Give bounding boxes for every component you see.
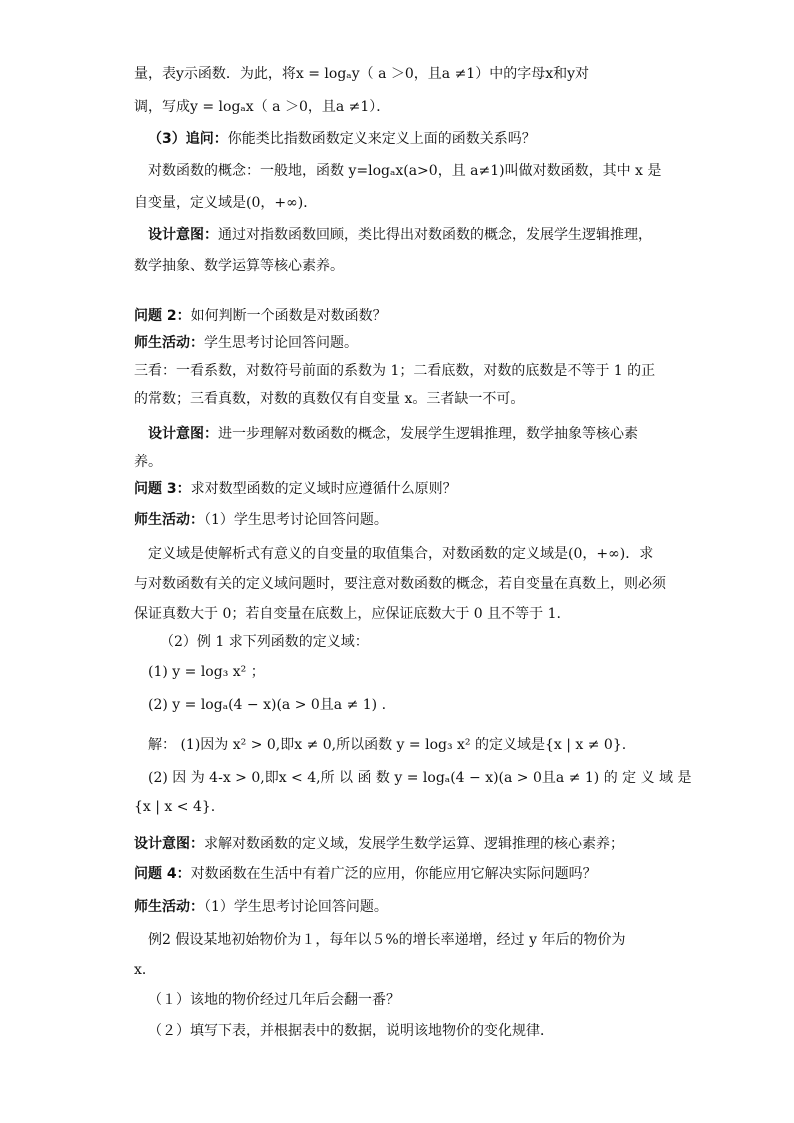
design-intent <box>134 834 624 854</box>
example-heading: （2）例 1 求下列函数的定义域： <box>160 634 369 650</box>
paragraph-line: 与对数函数有关的定义域问题时，要注意对数函数的概念，若自变量在真数上，则必须 <box>134 576 666 592</box>
example-item: (1) y = log₃ x² ； <box>148 664 265 680</box>
question-label: 问题 3： <box>134 481 191 497</box>
solution-line: (2) 因 为 4-x > 0,即x < 4,所 以 函 数 y = logₐ(4 − x)(a > 0且a ≠ 1) 的 定 义 域 是 <box>148 770 692 786</box>
example-item: (2) y = logₐ(4 − x)(a > 0且a ≠ 1) . <box>148 697 387 713</box>
activity-text: 学生思考讨论回答问题。 <box>204 335 358 351</box>
paragraph-line: 的常数；三看真数，对数的真数仅有自变量 x。三者缺一不可。 <box>134 391 525 407</box>
question-text: 如何判断一个函数是对数函数？ <box>190 308 387 324</box>
question-3 <box>134 479 457 499</box>
design-intent-text: 通过对指数函数回顾，类比得出对数函数的概念，发展学生逻辑推理， <box>218 227 652 243</box>
design-intent-label: 设计意图： <box>134 836 204 852</box>
paragraph-line: 数学抽象、数学运算等核心素养。 <box>134 258 344 274</box>
design-intent <box>148 225 652 245</box>
paragraph-line: x． <box>134 962 156 978</box>
solution-line: 解： (1)因为 x² > 0,即x ≠ 0,所以函数 y = log₃ x² 的定义域是{x | x ≠ 0}. <box>148 737 627 753</box>
design-intent-label: 设计意图： <box>148 227 218 243</box>
question-text: 对数函数在生活中有着广泛的应用，你能应用它解决实际问题吗？ <box>190 866 597 882</box>
paragraph-line: 量，表y示函数．为此，将x = logₐy（ a ＞0，且a ≠1）中的字母x和y对 <box>134 66 590 82</box>
paragraph-line: 定义域是使解析式有意义的自变量的取值集合，对数函数的定义域是(0，+∞)．求 <box>148 546 654 562</box>
question-text: 求对数型函数的定义域时应遵循什么原则？ <box>190 481 457 497</box>
activity-text: （1）学生思考讨论回答问题。 <box>204 512 388 528</box>
question-label: 问题 2： <box>134 308 191 324</box>
solution-line: {x | x < 4}. <box>134 799 216 815</box>
question-text: 你能类比指数函数定义来定义上面的函数关系吗？ <box>227 131 536 147</box>
paragraph-line: 养。 <box>134 454 162 470</box>
design-intent-text: 求解对数函数的定义域，发展学生数学运算、逻辑推理的核心素养； <box>204 836 624 852</box>
design-intent-text: 进一步理解对数函数的概念，发展学生逻辑推理，数学抽象等核心素 <box>218 426 638 442</box>
paragraph-line: 三看：一看系数，对数符号前面的系数为 1；二看底数，对数的底数是不等于 1 的正 <box>134 363 656 379</box>
question-label: 问题 4： <box>134 866 191 882</box>
question-2 <box>134 306 387 326</box>
activity-label: 师生活动： <box>134 899 204 915</box>
teacher-student-activity <box>134 897 388 917</box>
paragraph-line: 调，写成y = logₐx（ a ＞0，且a ≠1）． <box>134 99 391 115</box>
example-heading: 例2 假设某地初始物价为１，每年以５%的增长率递增，经过 y 年后的物价为 <box>148 932 626 948</box>
example-item: （１）该地的物价经过几年后会翻一番？ <box>148 992 400 1008</box>
section-label: （3）追问： <box>148 131 228 147</box>
example-item: （２）填写下表，并根据表中的数据，说明该地物价的变化规律． <box>148 1023 554 1039</box>
paragraph-line: 保证真数大于 0；若自变量在底数上，应保证底数大于 0 且不等于 1. <box>134 606 561 622</box>
design-intent <box>148 424 638 444</box>
definition-line: 对数函数的概念：一般地，函数 y=logₐx(a>0，且 a≠1)叫做对数函数，其中 x 是 <box>148 163 662 179</box>
definition-line: 自变量，定义域是(0，+∞)． <box>134 195 318 211</box>
teacher-student-activity <box>134 333 358 353</box>
activity-text: （1）学生思考讨论回答问题。 <box>204 899 388 915</box>
activity-label: 师生活动： <box>134 335 204 351</box>
question-4 <box>134 864 597 884</box>
design-intent-label: 设计意图： <box>148 426 218 442</box>
activity-label: 师生活动： <box>134 512 204 528</box>
teacher-student-activity <box>134 510 388 530</box>
follow-up-question <box>148 129 536 149</box>
